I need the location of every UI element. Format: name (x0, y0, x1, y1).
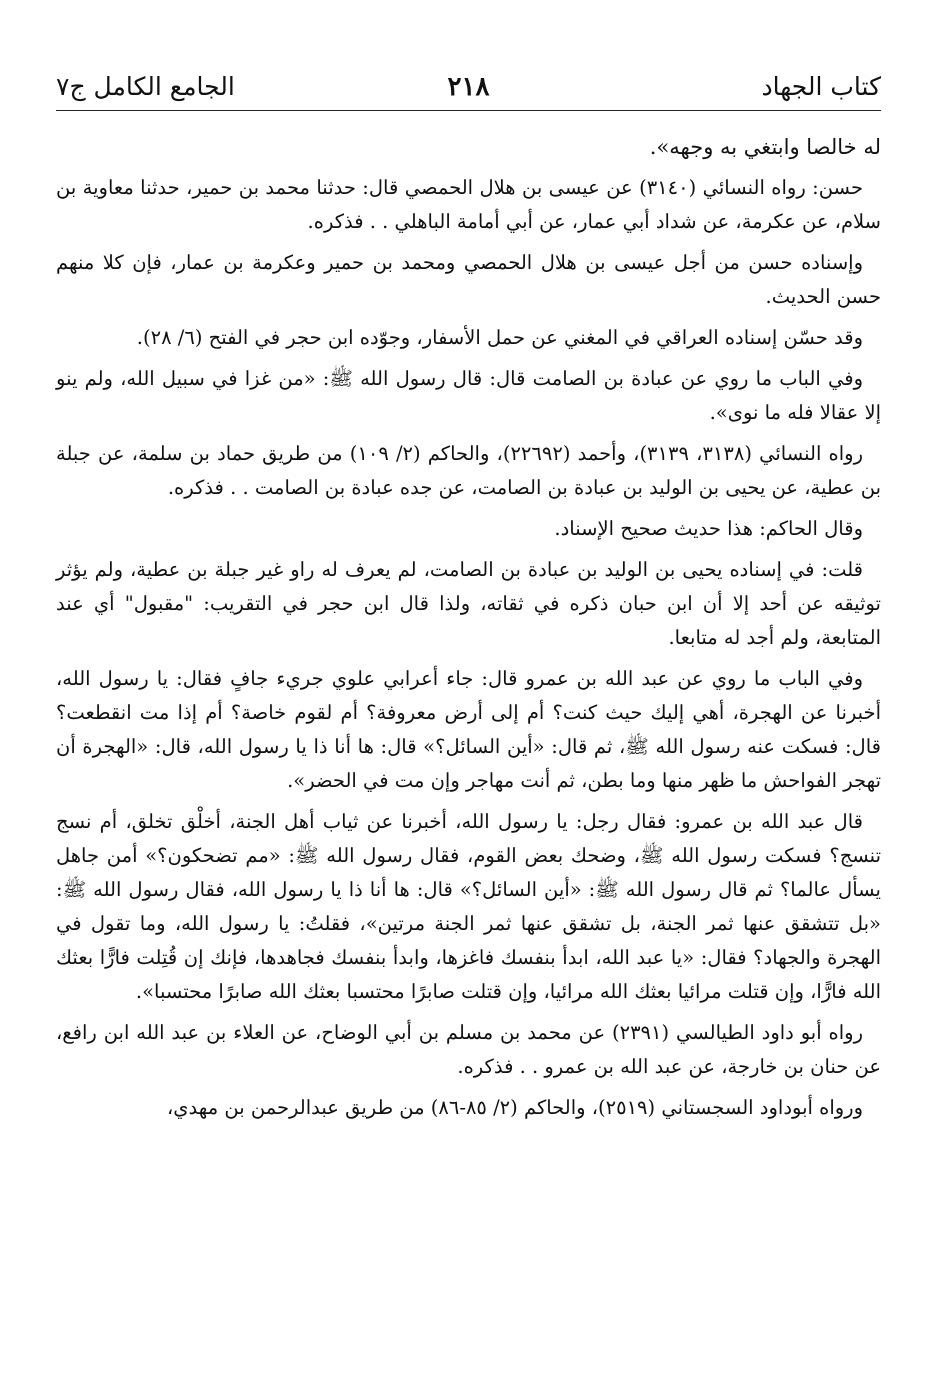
paragraph-abudawud-narration: ورواه أبوداود السجستاني (٢٥١٩)، والحاكم (٢/ ٨٥-٨٦) من طريق عبدالرحمن بن مهدي، (166, 1096, 863, 1119)
paragraph-tayalisi-narration: رواه أبو داود الطيالسي (٢٣٩١) عن محمد بن مسلم بن أبي الوضاح، عن العلاء بن عبد الله ابن رافع، عن حنان بن خارجة، عن عبد الله بن عمرو . . فذكره. (56, 1021, 881, 1078)
paragraph-hakim-statement: وقال الحاكم: هذا حديث صحيح الإسناد. (554, 517, 863, 540)
paragraph-continuation: له خالصا وابتغي به وجهه». (649, 135, 881, 159)
paragraph-ubada-hadith: وفي الباب ما روي عن عبادة بن الصامت قال: قال رسول الله ﷺ: «من غزا في سبيل الله، ولم ينو إلا عقالا فله ما نوى». (56, 367, 881, 424)
paragraph-hasan-narration: حسن: رواه النسائي (٣١٤٠) عن عيسى بن هلال الحمصي قال: حدثنا محمد بن حمير، حدثنا معاوية بن سلام، عن عكرمة، عن شداد أبي عمار، عن أبي أمامة الباهلي . . فذكره. (56, 176, 881, 233)
volume-title: الجامع الكامل ج٧ (56, 72, 235, 101)
page-body (56, 130, 881, 1132)
header-rule (56, 110, 881, 111)
paragraph-nasai-narration: رواه النسائي (٣١٣٨، ٣١٣٩)، وأحمد (٢٢٦٩٢)، والحاكم (٢/ ١٠٩) من طريق حماد بن سلمة، عن جبلة بن عطية، عن يحيى بن الوليد بن عبادة بن الصامت، عن جده عبادة بن الصامت . . فذكره. (56, 442, 881, 499)
paragraph-jannah-clothes-hadith: قال عبد الله بن عمرو: فقال رجل: يا رسول الله، أخبرنا عن ثياب أهل الجنة، أخلْق تخلق، أم نسج تنسج؟ فسكت رسول الله ﷺ، وضحك بعض القوم، فقال رسول الله ﷺ: «مم تضحكون؟» أمن جاهل يسأل عالما؟ ثم قال رسول الله ﷺ: «أين السائل؟» قال: ها أنا ذا يا رسول الله، فقال رسول الله ﷺ: «بل تتشقق عنها ثمر الجنة، بل تشقق عنها ثمر الجنة مرتين»، فقلتُ: يا رسول الله، وما تقول في الهجرة والجهاد؟ فقال: «يا عبد الله، ابدأ بنفسك فاغزها، وابدأ بنفسك فجاهدها، فإنك إن قُتِلت فارًّا بعثك الله فارًّا، وإن قتلت مرائيا بعثك الله مرائيا، وإن قتلت صابرًا محتسبا بعثك الله صابرًا محتسبا». (56, 810, 881, 1003)
paragraph-isnad-grading: وإسناده حسن من أجل عيسى بن هلال الحمصي ومحمد بن حمير وعكرمة بن عمار، فإن كلا منهم حسن الحديث. (56, 251, 881, 308)
paragraph-hijra-hadith: وفي الباب ما روي عن عبد الله بن عمرو قال: جاء أعرابي علوي جريء جافٍ فقال: يا رسول الله، أخبرنا عن الهجرة، أهي إليك حيث كنت؟ أم إلى أرض معروفة؟ أم لقوم خاصة؟ أم إذا مت انقطعت؟ قال: فسكت عنه رسول الله ﷺ، ثم قال: «أين السائل؟» قال: ها أنا ذا يا رسول الله، قال: «الهجرة أن تهجر الفواحش ما ظهر منها وما بطن، ثم أنت مهاجر وإن مت في الحضر». (56, 667, 881, 792)
paragraph-author-note: قلت: في إسناده يحيى بن الوليد بن عبادة بن الصامت، لم يعرف له راو غير جبلة بن عطية، ولم يؤثر توثيقه عن أحد إلا أن ابن حبان ذكره في ثقاته، ولذا قال ابن حجر في التقريب: "مقبول" أي عند المتابعة، ولم أجد له متابعا. (56, 558, 881, 649)
page-number: ٢١٨ (447, 72, 490, 102)
paragraph-iraqi-grading: وقد حسّن إسناده العراقي في المغني عن حمل الأسفار، وجوّده ابن حجر في الفتح (٦/ ٢٨). (136, 326, 863, 349)
running-header (56, 0, 881, 112)
book-section-title: كتاب الجهاد (761, 72, 881, 101)
